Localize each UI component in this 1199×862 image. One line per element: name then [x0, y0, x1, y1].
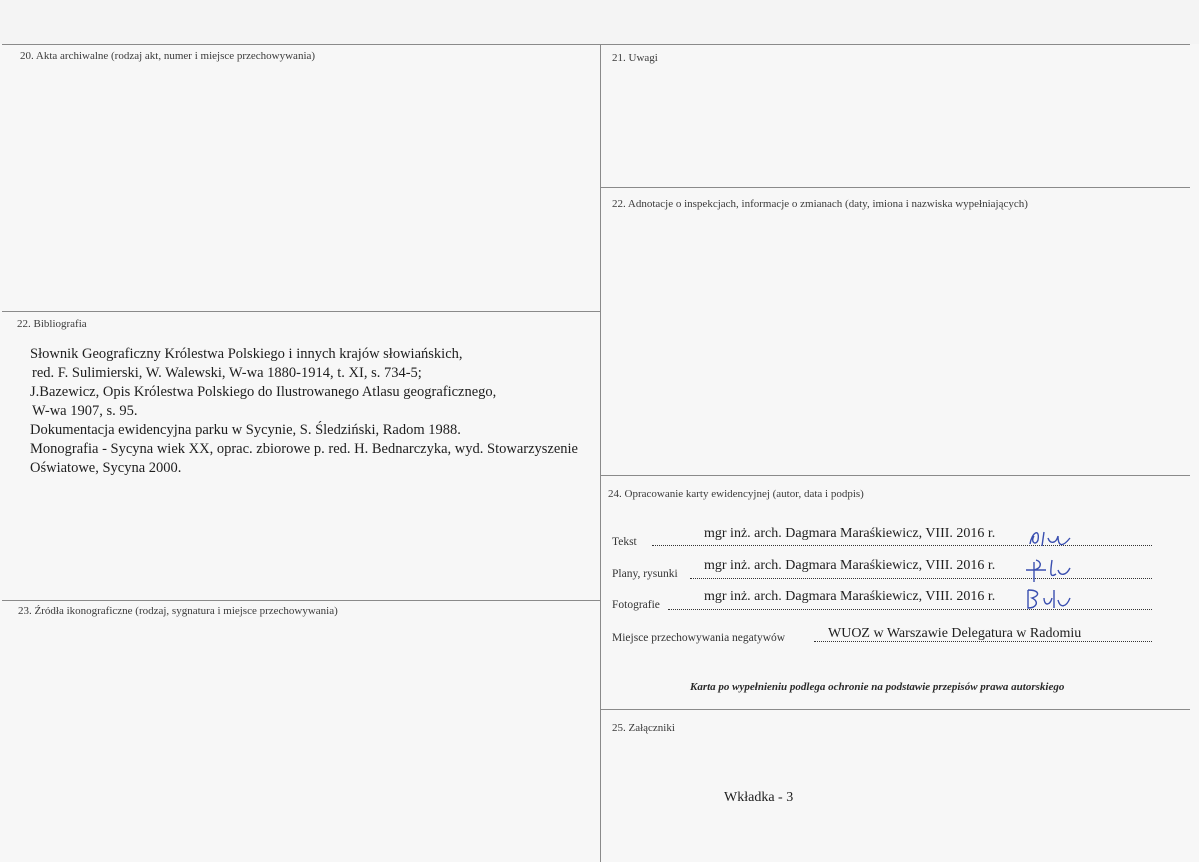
plany-value: mgr inż. arch. Dagmara Maraśkiewicz, VIII. 2016 r.	[704, 558, 996, 573]
rule-21-22	[601, 187, 1190, 188]
section-25-label: 25. Załączniki	[612, 722, 675, 734]
top-rule	[2, 44, 1190, 45]
bibliography-line: W-wa 1907, s. 95.	[32, 403, 138, 419]
bibliography-line: Monografia - Sycyna wiek XX, oprac. zbiorowe p. red. H. Bednarczyka, wyd. Stowarzyszenie	[30, 441, 578, 457]
center-divider	[600, 44, 601, 862]
section-24-label: 24. Opracowanie karty ewidencyjnej (autor, data i podpis)	[608, 488, 864, 500]
signature-fotografie-icon	[1022, 586, 1074, 614]
bibliography-line: Dokumentacja ewidencyjna parku w Sycynie, S. Śledziński, Radom 1988.	[30, 422, 461, 438]
plany-dotted-line	[690, 578, 1152, 579]
tekst-label: Tekst	[612, 536, 637, 548]
bibliography-list	[30, 345, 578, 478]
section-22-adnotacje-label: 22. Adnotacje o inspekcjach, informacje o zmianach (daty, imiona i nazwiska wypełniających)	[612, 198, 1028, 210]
bibliography-line: J.Bazewicz, Opis Królestwa Polskiego do Ilustrowanego Atlasu geograficznego,	[30, 384, 497, 400]
rule-24-25	[601, 709, 1190, 710]
negatywy-value: WUOZ w Warszawie Delegatura w Radomiu	[828, 626, 1082, 641]
bibliography-line: red. F. Sulimierski, W. Walewski, W-wa 1880-1914, t. XI, s. 734-5;	[32, 365, 422, 381]
fotografie-dotted-line	[668, 609, 1152, 610]
fotografie-label: Fotografie	[612, 599, 660, 611]
section-23-label: 23. Źródła ikonograficzne (rodzaj, sygnatura i miejsce przechowywania)	[18, 605, 338, 617]
attachments-content: Wkładka - 3	[724, 790, 794, 805]
section-21-label: 21. Uwagi	[612, 52, 658, 64]
tekst-dotted-line	[652, 545, 1152, 546]
copyright-note: Karta po wypełnieniu podlega ochronie na podstawie przepisów prawa autorskiego	[690, 681, 1065, 693]
negatywy-label: Miejsce przechowywania negatywów	[612, 632, 786, 644]
section-20-label: 20. Akta archiwalne (rodzaj akt, numer i miejsce przechowywania)	[20, 50, 316, 62]
rule-20-22	[2, 311, 600, 312]
bibliography-line: Oświatowe, Sycyna 2000.	[30, 460, 182, 476]
section-22-bibliografia-label: 22. Bibliografia	[17, 318, 87, 330]
bibliography-line: Słownik Geograficzny Królestwa Polskiego i innych krajów słowiańskich,	[30, 346, 463, 362]
signature-tekst-icon	[1026, 524, 1072, 550]
tekst-value: mgr inż. arch. Dagmara Maraśkiewicz, VIII. 2016 r.	[704, 526, 996, 541]
fotografie-value: mgr inż. arch. Dagmara Maraśkiewicz, VIII. 2016 r.	[704, 589, 996, 604]
rule-22-23	[2, 600, 600, 601]
page-top-margin	[0, 0, 1199, 44]
plany-label: Plany, rysunki	[612, 568, 678, 580]
rule-22-24	[601, 475, 1190, 476]
signature-plany-icon	[1022, 556, 1078, 584]
